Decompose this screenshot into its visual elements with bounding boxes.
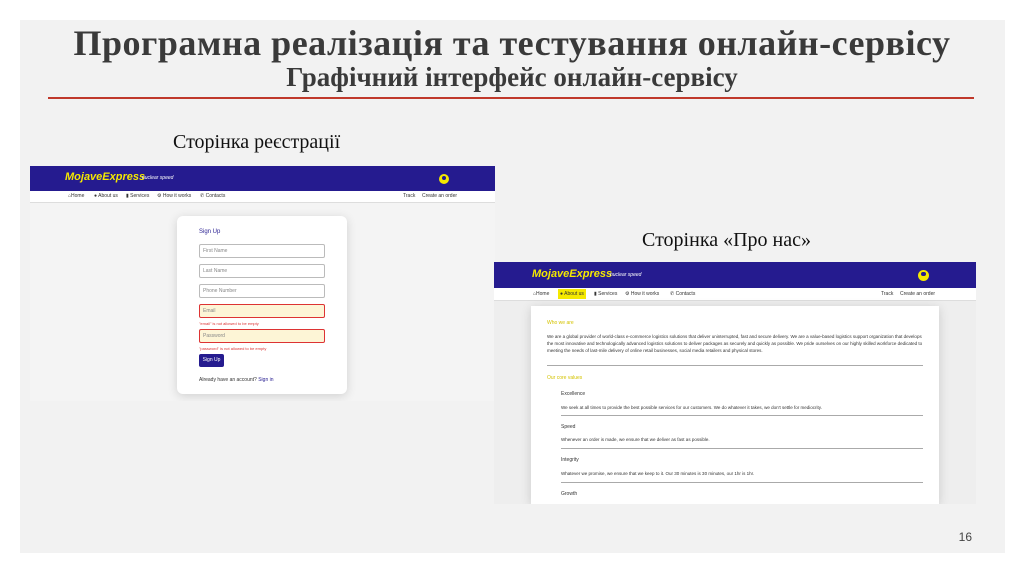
email-error-text: "email" is not allowed to be empty bbox=[199, 321, 259, 326]
app-slogan: nuclear speed bbox=[610, 272, 642, 278]
app-header bbox=[30, 166, 495, 191]
app-slogan: nuclear speed bbox=[142, 175, 174, 181]
nav-contacts[interactable]: ✆ Contacts bbox=[670, 291, 696, 297]
about-content bbox=[531, 306, 939, 504]
divider bbox=[561, 482, 923, 483]
password-error-text: "password" is not allowed to be empty bbox=[199, 346, 267, 351]
nav-track[interactable]: Track bbox=[403, 193, 416, 199]
divider bbox=[561, 415, 923, 416]
nav-home[interactable]: ⌂Home bbox=[68, 193, 85, 199]
gears-icon: ⚙ bbox=[625, 291, 631, 297]
phone-icon: ✆ bbox=[670, 291, 676, 297]
value-title: Growth bbox=[561, 491, 578, 497]
divider bbox=[561, 448, 923, 449]
value-text: We seek at all times to provide the best possible services for our customers. We do whatever it takes, we don't settle for mediocrity. bbox=[561, 405, 822, 410]
nav-about[interactable]: ● About us bbox=[94, 193, 118, 199]
value-text: Whenever an order is made, we ensure that we deliver as fast as possible. bbox=[561, 437, 710, 442]
value-title: Excellence bbox=[561, 391, 586, 397]
caption-about-page: Сторінка «Про нас» bbox=[642, 229, 812, 251]
who-we-are-heading: Who we are bbox=[547, 320, 574, 326]
email-field[interactable]: Email bbox=[199, 304, 325, 318]
password-field[interactable]: Password bbox=[199, 329, 325, 343]
document-icon: ▮ bbox=[126, 193, 131, 199]
nav-create-order[interactable]: Create an order bbox=[422, 193, 458, 199]
core-values-heading: Our core values bbox=[547, 375, 583, 381]
nav-contacts[interactable]: ✆ Contacts bbox=[200, 193, 226, 199]
value-text: Whatever we promise, we ensure that we keep to it. Our 30 minutes is 30 minutes, our 1hr is 1hr. bbox=[561, 471, 755, 476]
sign-up-button[interactable]: Sign Up bbox=[199, 354, 224, 367]
info-icon: ● bbox=[94, 193, 99, 199]
signup-title: Sign Up bbox=[199, 229, 221, 235]
app-header bbox=[494, 262, 976, 288]
nav-bar bbox=[494, 288, 976, 301]
phone-icon: ✆ bbox=[200, 193, 206, 199]
slide-subtitle: Графічний інтерфейс онлайн-сервісу bbox=[286, 62, 738, 92]
about-screenshot bbox=[494, 262, 976, 504]
gears-icon: ⚙ bbox=[157, 193, 163, 199]
info-icon: ● bbox=[560, 291, 565, 297]
first-name-field[interactable]: First Name bbox=[199, 244, 325, 258]
slide-title: Програмна реалізація та тестування онлайн-сервісу bbox=[73, 23, 951, 63]
nav-bar bbox=[30, 191, 495, 203]
nav-how-it-works[interactable]: ⚙ How it works bbox=[157, 193, 192, 199]
have-account-text: Already have an account? bbox=[199, 377, 257, 383]
nav-about[interactable]: ● About us bbox=[560, 291, 584, 297]
app-logo[interactable]: MojaveExpress bbox=[65, 171, 146, 183]
phone-number-field[interactable]: Phone Number bbox=[199, 284, 325, 298]
title-divider bbox=[48, 97, 974, 99]
caption-signup-page: Сторінка реєстрації bbox=[173, 131, 341, 153]
signup-screenshot bbox=[30, 166, 495, 401]
value-title: Integrity bbox=[561, 457, 579, 463]
already-have-account bbox=[199, 377, 274, 383]
divider bbox=[547, 365, 923, 366]
document-icon: ▮ bbox=[594, 291, 599, 297]
value-title: Speed bbox=[561, 424, 576, 430]
home-icon: ⌂ bbox=[68, 193, 72, 199]
nav-create-order[interactable]: Create an order bbox=[900, 291, 936, 297]
user-avatar-icon[interactable] bbox=[439, 174, 449, 184]
nav-how-it-works[interactable]: ⚙ How it works bbox=[625, 291, 660, 297]
page-number: 16 bbox=[958, 530, 972, 544]
nav-track[interactable]: Track bbox=[881, 291, 894, 297]
who-we-are-text: We are a global provider of world-class e-commerce logistics solutions that deliver uninterrupted, fast and secure delivery. We are a value-based logistics support organization that develops the most innovative and technologically advanced logistics solutions to deliver packages as securely and quickly as possible. We pride ourselves on our highly skilled workforce dedicated to meeting the needs of last-mile delivery of online retail businesses, social media retailers and physical stores. bbox=[547, 334, 923, 353]
last-name-field[interactable]: Last Name bbox=[199, 264, 325, 278]
nav-services[interactable]: ▮ Services bbox=[594, 291, 618, 297]
app-logo[interactable]: MojaveExpress bbox=[532, 268, 613, 280]
signup-card bbox=[177, 216, 347, 394]
home-icon: ⌂ bbox=[533, 291, 537, 297]
nav-services[interactable]: ▮ Services bbox=[126, 193, 150, 199]
user-avatar-icon[interactable] bbox=[918, 270, 929, 281]
nav-home[interactable]: ⌂Home bbox=[533, 291, 550, 297]
sign-in-link[interactable]: Sign in bbox=[258, 377, 274, 383]
